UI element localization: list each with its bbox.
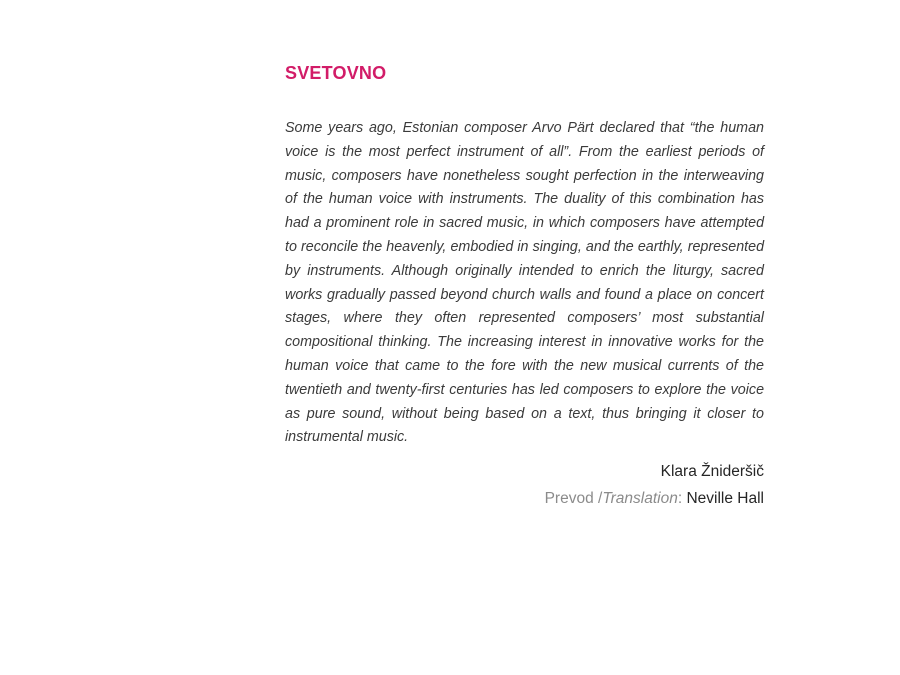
paragraph-line-text: instrumental music. <box>285 429 409 446</box>
paragraph-line <box>285 165 764 189</box>
paragraph-line <box>285 260 764 284</box>
author-name: Klara Žnideršič <box>660 463 764 481</box>
paragraph-line <box>285 141 764 165</box>
attribution-block <box>285 459 764 512</box>
paragraph-line <box>285 355 764 379</box>
paragraph-line-text: Some years ago, Estonian composer Arvo Pärt declared that “the human <box>285 120 764 136</box>
paragraph-line-text: compositional thinking. The increasing interest in innovative works for the <box>285 334 764 351</box>
section-heading: SVETOVNO <box>285 63 387 83</box>
paragraph-line <box>285 379 764 403</box>
paragraph-line-text: human voice that came to the fore with the new musical currents of the <box>285 357 764 374</box>
paragraph-line <box>285 284 764 308</box>
translation-credit <box>285 485 764 512</box>
paragraph-line <box>285 307 764 331</box>
lead-paragraph <box>285 117 764 450</box>
paragraph-line-text: to reconcile the heavenly, embodied in singing, and the earthly, represented <box>285 238 765 255</box>
paragraph-line-text: as pure sound, without being based on a text, thus bringing it closer to <box>285 405 764 422</box>
translation-label-en: Translation <box>602 490 678 508</box>
translation-separator: : <box>677 490 687 508</box>
translator-name: Neville Hall <box>686 490 764 508</box>
paragraph-line-text: stages, where they often represented composers’ most substantial <box>285 310 764 327</box>
paragraph-line <box>285 426 764 450</box>
paragraph-line-text: voice is the most perfect instrument of all”. From the earliest periods of <box>285 143 765 160</box>
paragraph-line-text: had a prominent role in sacred music, in which composers have attempted <box>285 215 765 232</box>
paragraph-line <box>285 188 764 212</box>
paragraph-line-text: twentieth and twenty-first centuries has led composers to explore the voice <box>285 381 765 398</box>
paragraph-line-text: works gradually passed beyond church walls and found a place on concert <box>285 286 764 303</box>
translation-label-sl: Prevod / <box>544 490 603 508</box>
paragraph-line-text: by instruments. Although originally intended to enrich the liturgy, sacred <box>285 262 764 279</box>
paragraph-line-text: music, composers have nonetheless sought perfection in the interweaving <box>285 167 764 184</box>
paragraph-line <box>285 117 764 141</box>
paragraph-line <box>285 331 764 355</box>
article-column <box>285 0 764 512</box>
paragraph-line-text: of the human voice with instruments. The duality of this combination has <box>285 191 765 208</box>
paragraph-line <box>285 212 764 236</box>
paragraph-line <box>285 236 764 260</box>
paragraph-line <box>285 403 764 427</box>
